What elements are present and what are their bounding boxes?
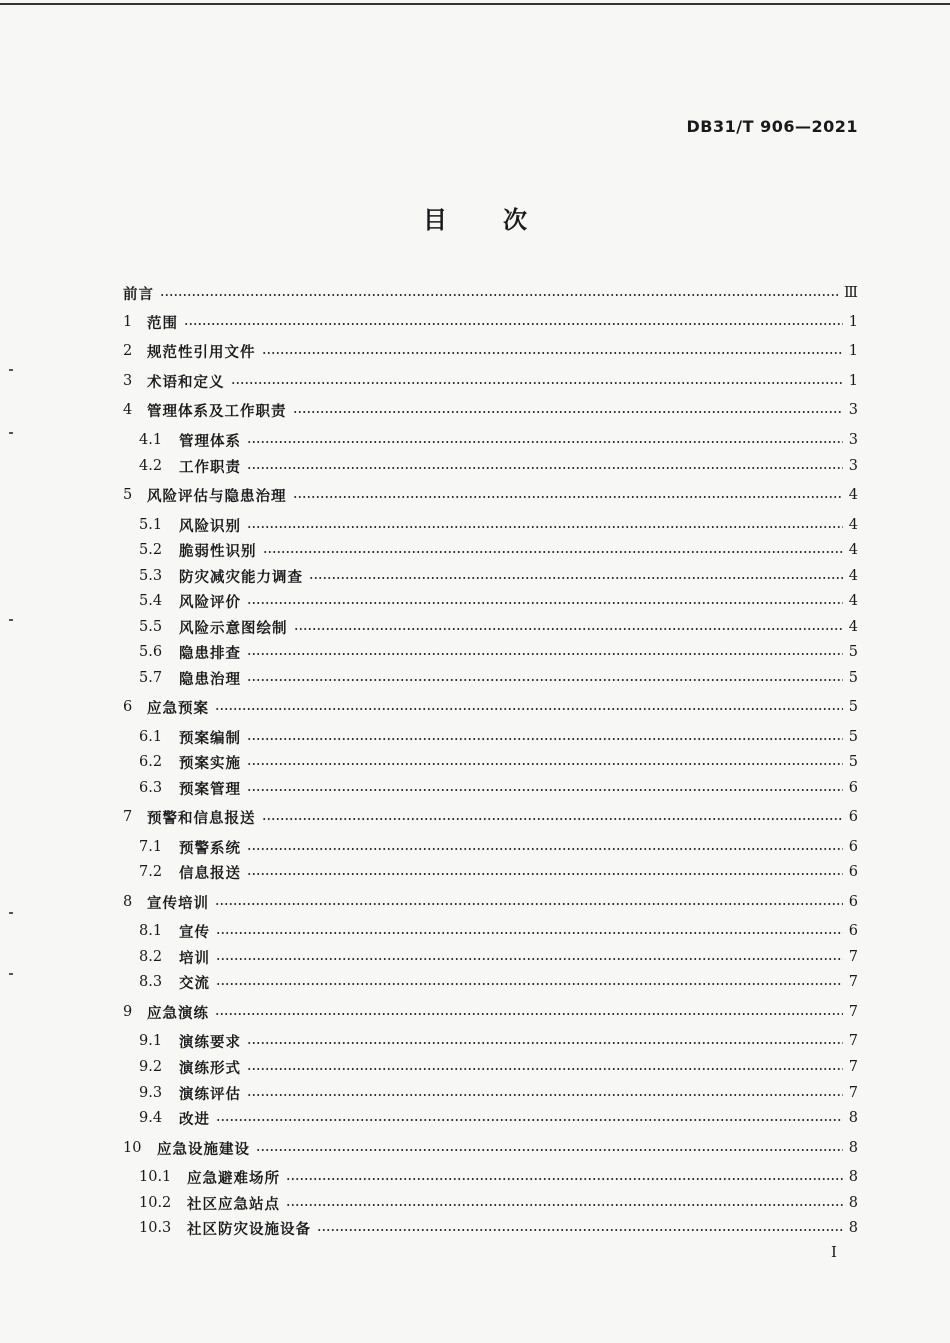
toc-entry xyxy=(123,806,858,828)
toc-entry-number: 5 xyxy=(123,487,133,503)
toc-entry-number: 8 xyxy=(123,894,133,910)
toc-entry-number: 4 xyxy=(123,402,133,418)
toc-dot-leader xyxy=(263,551,843,553)
toc-dot-leader xyxy=(247,1068,843,1070)
toc-entry-label: 范围 xyxy=(147,314,178,332)
toc-entry xyxy=(139,1030,858,1052)
toc-dot-leader xyxy=(247,467,843,469)
toc-entry xyxy=(123,370,858,392)
toc-entry-page: 8 xyxy=(848,1220,858,1236)
toc-dot-leader xyxy=(247,602,843,604)
toc-dot-leader xyxy=(317,1229,843,1231)
toc-entry xyxy=(139,777,858,799)
toc-entry-number: 6.3 xyxy=(139,780,163,796)
toc-entry-label: 应急演练 xyxy=(147,1004,209,1022)
top-rule xyxy=(0,3,950,5)
toc-entry xyxy=(123,1137,858,1159)
toc-entry-label: 交流 xyxy=(179,974,210,992)
toc-entry xyxy=(123,484,858,506)
toc-entry-label: 术语和定义 xyxy=(147,373,225,391)
toc-entry-page: 3 xyxy=(848,432,858,448)
toc-dot-leader xyxy=(247,526,843,528)
toc-entry-number: 5.2 xyxy=(139,542,163,558)
toc-dot-leader xyxy=(215,708,843,710)
toc-dot-leader xyxy=(309,577,843,579)
toc-entry-number: 4.2 xyxy=(139,458,163,474)
toc-entry-label: 风险评估与隐患治理 xyxy=(147,487,287,505)
toc-dot-leader xyxy=(262,818,843,820)
toc-entry-page: 8 xyxy=(848,1140,858,1156)
toc-entry-label: 管理体系 xyxy=(179,432,241,450)
toc-entry-label: 隐患排查 xyxy=(179,644,241,662)
toc-dot-leader xyxy=(286,1178,843,1180)
toc-entry xyxy=(139,751,858,773)
toc-dot-leader xyxy=(294,628,843,630)
toc-entry-label: 社区应急站点 xyxy=(187,1195,280,1213)
toc-entry-label: 演练要求 xyxy=(179,1033,241,1051)
toc-entry-number: 5.7 xyxy=(139,670,163,686)
toc-dot-leader xyxy=(247,1042,843,1044)
toc-entry-page: 4 xyxy=(848,517,858,533)
toc-dot-leader xyxy=(247,848,843,850)
toc-entry-number: 7 xyxy=(123,809,133,825)
toc-entry-page: 1 xyxy=(848,373,858,389)
toc-entry xyxy=(139,667,858,689)
toc-entry xyxy=(139,726,858,748)
toc-entry xyxy=(139,455,858,477)
toc-dot-leader xyxy=(286,1204,843,1206)
toc-entry xyxy=(139,641,858,663)
toc-entry-page: 5 xyxy=(848,754,858,770)
toc-entry-label: 应急预案 xyxy=(147,699,209,717)
toc-entry-label: 应急设施建设 xyxy=(157,1140,250,1158)
toc-entry-label: 演练评估 xyxy=(179,1085,241,1103)
toc-dot-leader xyxy=(247,1094,843,1096)
toc-dot-leader xyxy=(256,1149,843,1151)
toc-dot-leader xyxy=(247,763,843,765)
toc-entry-label: 隐患治理 xyxy=(179,670,241,688)
toc-entry-page: Ⅲ xyxy=(844,285,858,301)
toc-entry-number: 2 xyxy=(123,343,133,359)
toc-entry xyxy=(139,946,858,968)
toc-entry-page: 4 xyxy=(848,487,858,503)
toc-entry-page: 5 xyxy=(848,729,858,745)
toc-entry-label: 预案实施 xyxy=(179,754,241,772)
toc-entry-number: 8.3 xyxy=(139,974,163,990)
toc-entry xyxy=(123,696,858,718)
toc-entry-page: 5 xyxy=(848,699,858,715)
toc-dot-leader xyxy=(184,323,843,325)
scan-mark xyxy=(9,912,13,914)
toc-entry-label: 防灾减灾能力调查 xyxy=(179,568,303,586)
toc-entry-number: 6.2 xyxy=(139,754,163,770)
toc-entry xyxy=(139,836,858,858)
toc-entry-number: 5.4 xyxy=(139,593,163,609)
toc-entry-label: 前言 xyxy=(123,285,154,303)
toc-entry-number: 5.1 xyxy=(139,517,163,533)
toc-entry xyxy=(139,861,858,883)
toc-entry-number: 1 xyxy=(123,314,133,330)
toc-entry-page: 6 xyxy=(848,894,858,910)
toc-entry xyxy=(139,971,858,993)
toc-entry-number: 3 xyxy=(123,373,133,389)
toc-dot-leader xyxy=(215,903,843,905)
toc-dot-leader xyxy=(160,294,838,296)
toc-entry-number: 5.6 xyxy=(139,644,163,660)
toc-entry xyxy=(139,539,858,561)
toc-entry-page: 3 xyxy=(848,402,858,418)
page-title: 目次 xyxy=(423,206,583,234)
toc-entry-page: 4 xyxy=(848,593,858,609)
toc-entry-label: 预案编制 xyxy=(179,729,241,747)
toc-dot-leader xyxy=(247,653,843,655)
toc-entry xyxy=(123,340,858,362)
toc-entry-page: 1 xyxy=(848,343,858,359)
toc-entry-label: 预案管理 xyxy=(179,780,241,798)
toc-entry-page: 6 xyxy=(848,809,858,825)
toc-entry xyxy=(139,1056,858,1078)
toc-dot-leader xyxy=(262,352,843,354)
toc-entry-number: 10.2 xyxy=(139,1195,172,1211)
toc-entry-label: 社区防灾设施设备 xyxy=(187,1220,311,1238)
toc-entry xyxy=(139,565,858,587)
toc-entry-page: 4 xyxy=(848,542,858,558)
toc-entry-number: 10 xyxy=(123,1140,142,1156)
toc-entry-page: 7 xyxy=(848,1004,858,1020)
toc-entry-label: 风险识别 xyxy=(179,517,241,535)
toc-dot-leader xyxy=(293,411,843,413)
toc-entry-number: 8.2 xyxy=(139,949,163,965)
toc-dot-leader xyxy=(247,789,843,791)
toc-entry-number: 9.2 xyxy=(139,1059,163,1075)
toc-entry xyxy=(123,311,858,333)
toc-entry-label: 演练形式 xyxy=(179,1059,241,1077)
toc-entry-number: 9 xyxy=(123,1004,133,1020)
toc-dot-leader xyxy=(231,382,843,384)
toc-entry-page: 7 xyxy=(848,1059,858,1075)
toc-entry-page: 7 xyxy=(848,949,858,965)
toc-entry-label: 风险评价 xyxy=(179,593,241,611)
toc-entry-page: 1 xyxy=(848,314,858,330)
toc-entry-label: 信息报送 xyxy=(179,864,241,882)
toc-entry-page: 5 xyxy=(848,644,858,660)
toc-entry-label: 培训 xyxy=(179,949,210,967)
toc-entry xyxy=(139,920,858,942)
toc-entry-page: 4 xyxy=(848,619,858,635)
toc-dot-leader xyxy=(216,1119,843,1121)
toc-dot-leader xyxy=(216,932,843,934)
toc-entry-label: 应急避难场所 xyxy=(187,1169,280,1187)
toc-entry-label: 管理体系及工作职责 xyxy=(147,402,287,420)
toc-dot-leader xyxy=(216,983,843,985)
toc-entry-page: 8 xyxy=(848,1169,858,1185)
toc-entry-page: 3 xyxy=(848,458,858,474)
toc-entry-number: 6 xyxy=(123,699,133,715)
scan-mark xyxy=(9,432,13,434)
toc-entry-label: 改进 xyxy=(179,1110,210,1128)
toc-entry-label: 宣传培训 xyxy=(147,894,209,912)
toc-entry-number: 7.2 xyxy=(139,864,163,880)
toc-entry xyxy=(123,399,858,421)
toc-entry-label: 宣传 xyxy=(179,923,210,941)
toc-entry-page: 6 xyxy=(848,923,858,939)
scan-mark xyxy=(9,369,13,371)
toc-entry-page: 7 xyxy=(848,1085,858,1101)
toc-entry-page: 6 xyxy=(848,864,858,880)
toc-entry-number: 9.1 xyxy=(139,1033,163,1049)
toc-entry xyxy=(139,1107,858,1129)
toc-dot-leader xyxy=(293,496,843,498)
toc-entry-number: 7.1 xyxy=(139,839,163,855)
page-number: I xyxy=(831,1243,837,1261)
toc-entry xyxy=(139,1166,858,1188)
toc-entry xyxy=(139,1217,858,1239)
toc-entry-number: 9.4 xyxy=(139,1110,163,1126)
toc-entry-number: 6.1 xyxy=(139,729,163,745)
toc-entry xyxy=(123,282,858,304)
toc-entry xyxy=(139,590,858,612)
scan-mark xyxy=(9,973,13,975)
toc-entry-number: 8.1 xyxy=(139,923,163,939)
toc-entry-page: 7 xyxy=(848,974,858,990)
toc-entry-number: 4.1 xyxy=(139,432,163,448)
toc-entry-label: 工作职责 xyxy=(179,458,241,476)
toc-dot-leader xyxy=(247,873,843,875)
toc-entry-number: 10.1 xyxy=(139,1169,172,1185)
toc-entry-number: 9.3 xyxy=(139,1085,163,1101)
toc-dot-leader xyxy=(247,738,843,740)
toc-entry xyxy=(139,1082,858,1104)
toc-entry-label: 预警系统 xyxy=(179,839,241,857)
toc-entry-page: 5 xyxy=(848,670,858,686)
toc-dot-leader xyxy=(247,679,843,681)
toc-entry-label: 风险示意图绘制 xyxy=(179,619,288,637)
toc-entry-number: 5.3 xyxy=(139,568,163,584)
toc-entry xyxy=(139,429,858,451)
toc-entry-number: 5.5 xyxy=(139,619,163,635)
toc-dot-leader xyxy=(215,1013,843,1015)
toc-entry xyxy=(123,891,858,913)
toc-entry-page: 7 xyxy=(848,1033,858,1049)
toc-entry-label: 规范性引用文件 xyxy=(147,343,256,361)
toc-entry-number: 10.3 xyxy=(139,1220,172,1236)
toc-entry-page: 6 xyxy=(848,839,858,855)
scan-mark xyxy=(9,619,13,621)
toc-entry xyxy=(139,616,858,638)
standard-code: DB31/T 906—2021 xyxy=(686,117,858,136)
toc-dot-leader xyxy=(216,958,843,960)
toc-entry-page: 4 xyxy=(848,568,858,584)
toc-entry xyxy=(139,514,858,536)
toc-entry-page: 8 xyxy=(848,1195,858,1211)
toc-entry-label: 预警和信息报送 xyxy=(147,809,256,827)
toc-dot-leader xyxy=(247,441,843,443)
toc-entry xyxy=(139,1192,858,1214)
toc-entry xyxy=(123,1001,858,1023)
toc-entry-page: 8 xyxy=(848,1110,858,1126)
toc-entry-label: 脆弱性识别 xyxy=(179,542,257,560)
toc-entry-page: 6 xyxy=(848,780,858,796)
